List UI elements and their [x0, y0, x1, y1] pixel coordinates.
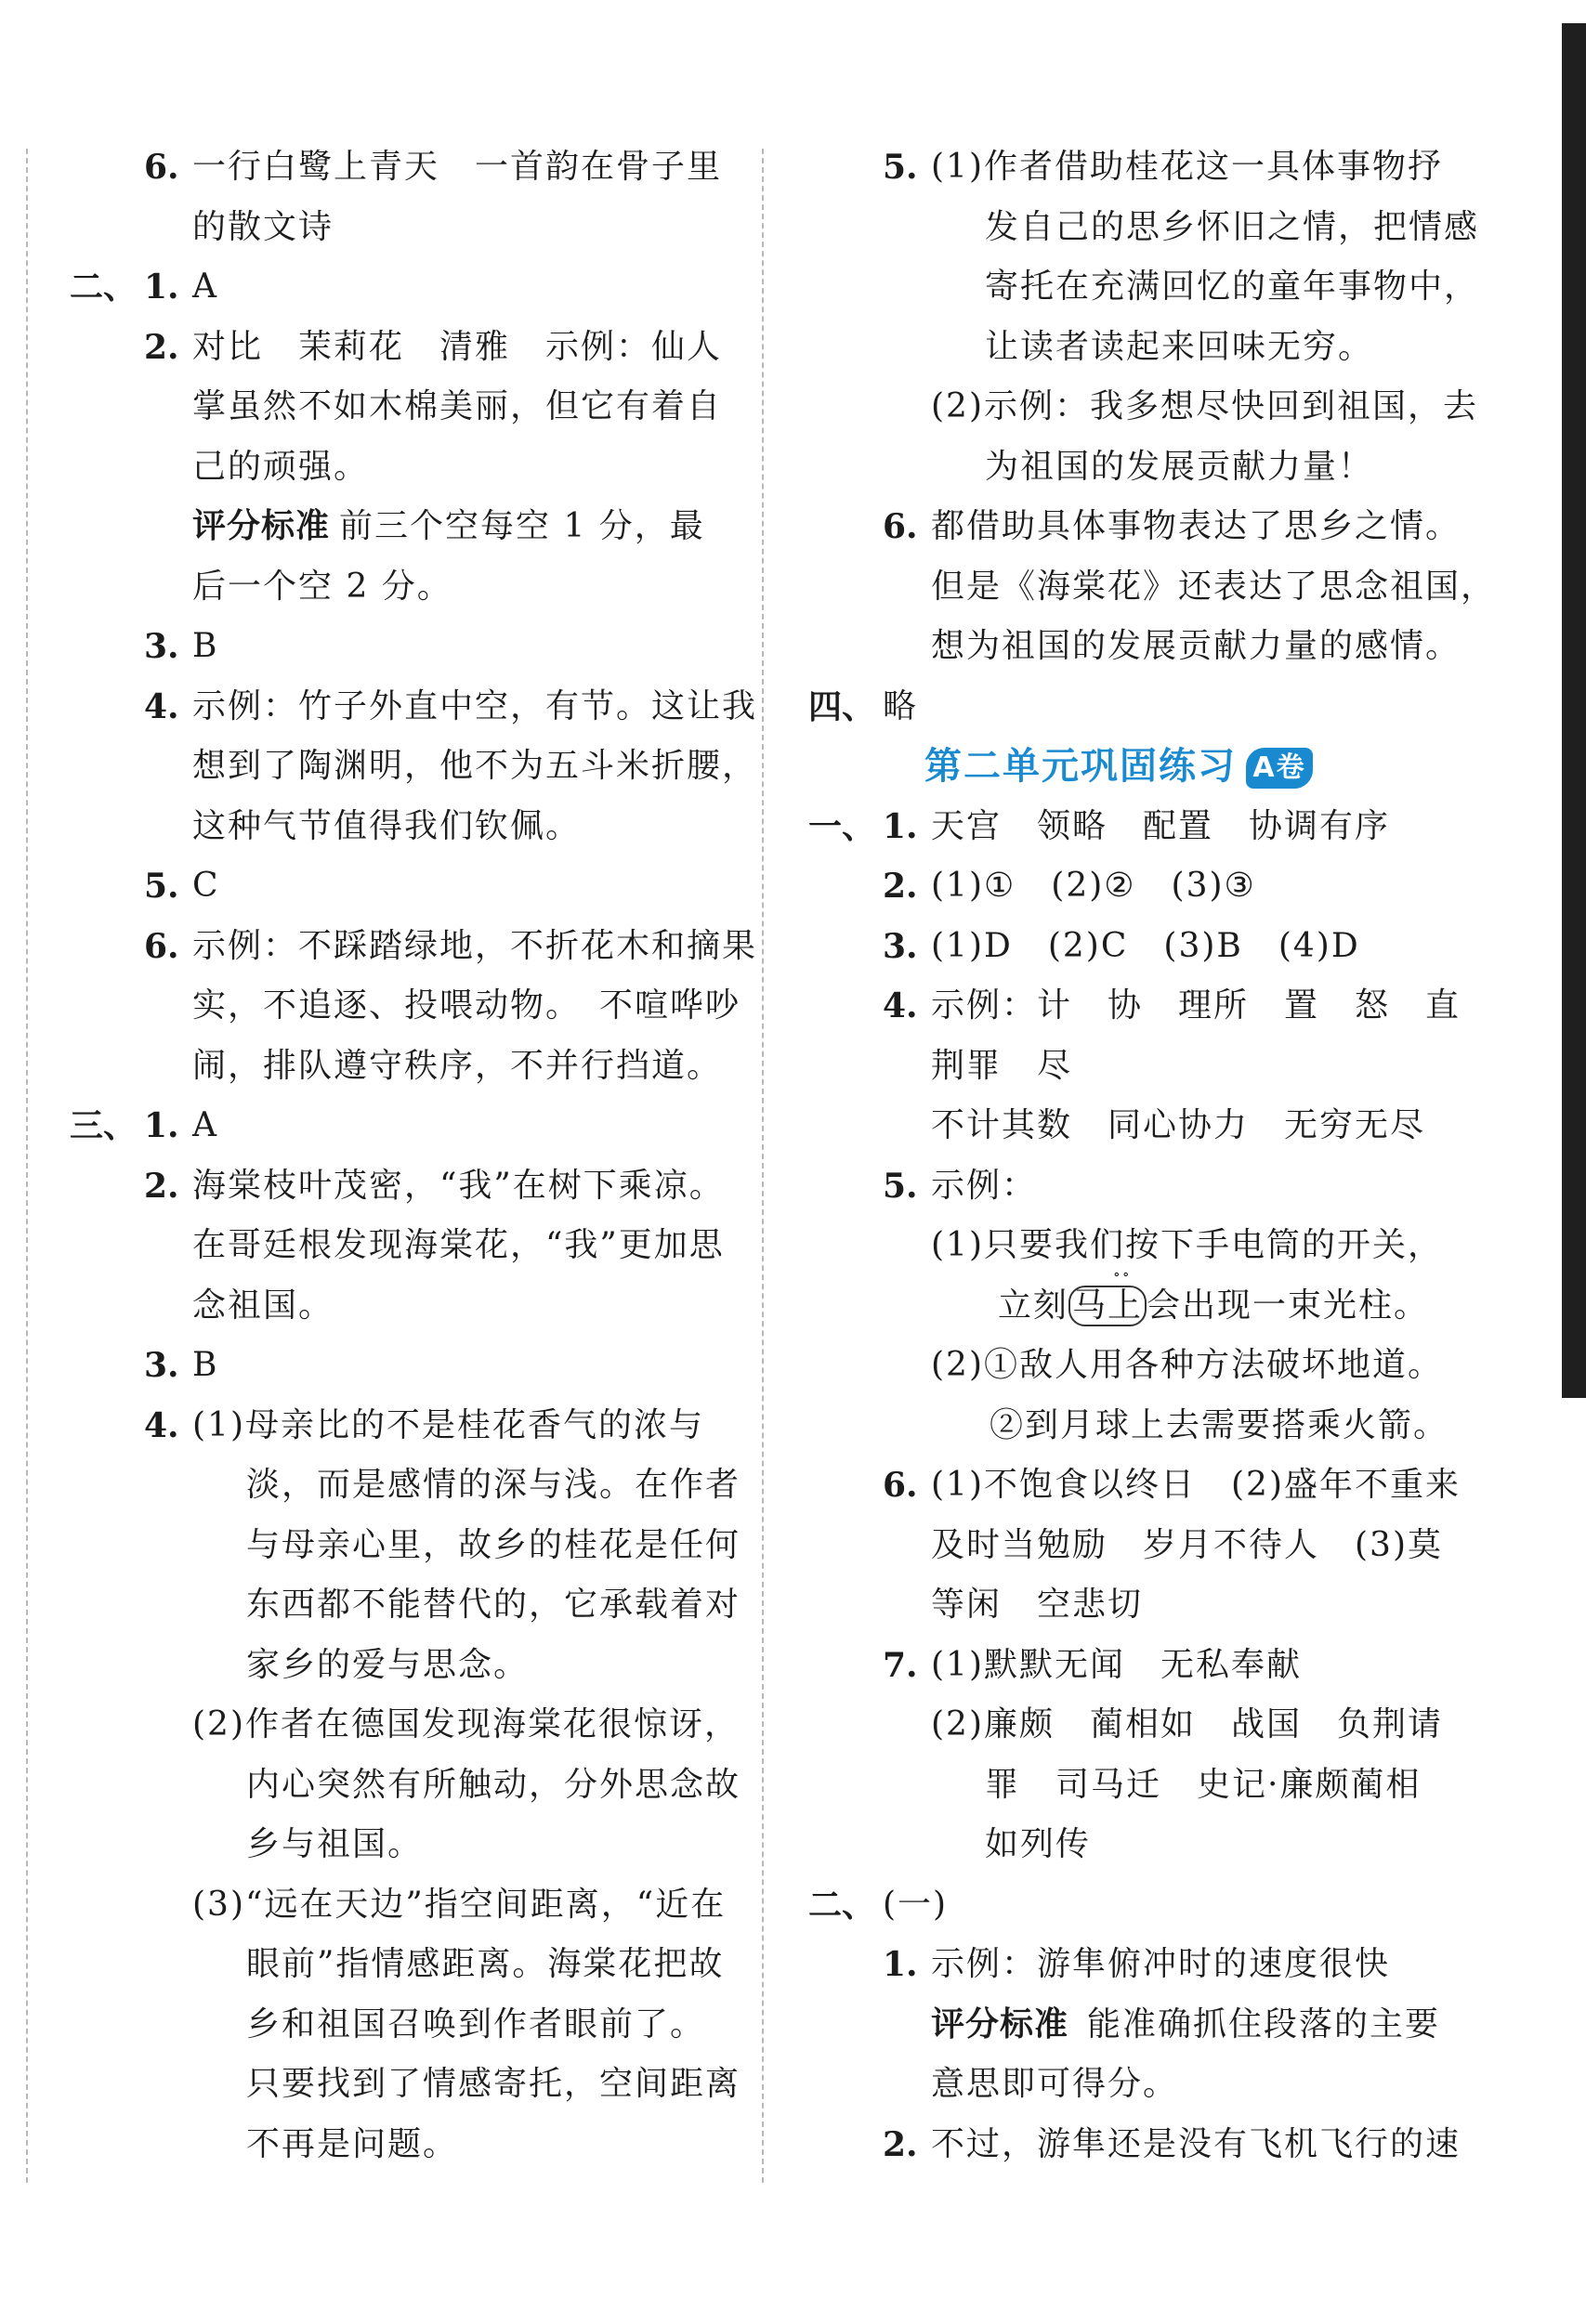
answer-line [70, 1037, 739, 1097]
subsection-label: (一) [883, 1885, 949, 1924]
answer-line [808, 1875, 1477, 1936]
center-divider [762, 149, 764, 2183]
answer-text: 海棠枝叶茂密，“我”在树下乘凉。 [192, 1166, 725, 1205]
answer-line [70, 377, 739, 437]
question-number: 1. [144, 268, 179, 307]
question-number: 1. [883, 806, 918, 846]
question-number: 2. [144, 1166, 179, 1206]
question-number: 5. [144, 867, 179, 906]
answer-line [808, 617, 1477, 677]
answer-line [70, 797, 739, 857]
answer-line [808, 856, 1477, 917]
answer-text: 一行白鹭上青天 一首韵在骨子里 [192, 148, 723, 186]
answer-line [70, 1516, 739, 1576]
answer-text [998, 1264, 1430, 1337]
answer-line [70, 1216, 739, 1276]
answer-text: 都借助具体事物表达了思乡之情。 [931, 507, 1461, 545]
answer-text: 己的顽强。 [192, 447, 370, 486]
answer-text: 不过，游隼还是没有飞机飞行的速 [931, 2124, 1461, 2163]
question-number: 3. [144, 627, 179, 666]
answer-text: (1)① (2)② (3)③ [931, 867, 1256, 905]
answer-line [70, 1156, 739, 1217]
answer-line [808, 198, 1480, 258]
section-number: 一、 [808, 806, 876, 846]
answer-text: 实，不追逐、投喂动物。 不喧哗吵 [192, 986, 741, 1025]
question-number: 4. [883, 986, 918, 1025]
answer-line [808, 1216, 1477, 1276]
question-number: 6. [144, 926, 179, 966]
paper-badge: A卷 [1246, 748, 1313, 789]
answer-text: 示例： [931, 1166, 1038, 1205]
section-number: 二、 [70, 268, 138, 307]
answer-line [70, 976, 739, 1037]
answer-text-part: 立刻 [998, 1286, 1069, 1325]
question-number: 6. [883, 507, 918, 546]
unit-title [924, 737, 1313, 797]
answer-text: (1)默默无闻 无私奉献 [931, 1645, 1302, 1684]
score-standard-text: 后一个空 2 分。 [192, 567, 452, 606]
question-number: 4. [144, 1405, 179, 1445]
answer-text: 示例：竹子外直中空，有节。这让我 [192, 686, 758, 725]
answer-line [808, 1156, 1477, 1217]
answer-text: 天宫 领略 配置 协调有序 [931, 806, 1391, 845]
answer-line [70, 917, 758, 977]
question-number: 3. [883, 926, 918, 966]
question-number: 6. [144, 148, 179, 187]
answer-line [808, 557, 1497, 618]
answer-text: 等闲 空悲切 [931, 1586, 1144, 1624]
answer-text: 闹，排队遵守秩序，不并行挡道。 [192, 1046, 723, 1085]
answer-line [70, 617, 739, 677]
answer-line [70, 1396, 739, 1456]
answer-line [808, 677, 1477, 738]
right-column [808, 137, 1497, 2174]
answer-line [70, 1096, 739, 1156]
answer-line [70, 1456, 739, 1516]
answer-text: 淡，而是感情的深与浅。在作者 [246, 1466, 741, 1504]
answer-text: 罪 司马迁 史记·廉颇蔺相 [985, 1765, 1422, 1804]
answer-line [808, 917, 1477, 977]
question-number: 2. [883, 2124, 918, 2164]
answer-text: 与母亲心里，故乡的桂花是任何 [246, 1525, 741, 1564]
question-number: 3. [144, 1346, 179, 1385]
answer-text: 让读者读起来回味无穷。 [985, 327, 1374, 366]
answer-line [70, 1276, 739, 1337]
answer-text: 乡与祖国。 [246, 1825, 424, 1863]
answer-line [808, 1995, 1477, 2056]
answer-line [808, 1935, 1477, 1995]
answer-line [808, 1396, 1477, 1456]
answer-text: 东西都不能替代的，它承载着对 [246, 1586, 741, 1624]
answer-text: 不计其数 同心协力 无穷无尽 [931, 1106, 1426, 1144]
answer-line [70, 1935, 739, 1995]
score-standard-text: 意思即可得分。 [931, 2065, 1179, 2103]
circled-correction [1068, 1264, 1147, 1326]
answer-text: (2)廉颇 蔺相如 战国 负荆请 [931, 1705, 1443, 1743]
answer-text: (2)①敌人用各种方法破坏地道。 [931, 1346, 1443, 1384]
section-number: 三、 [70, 1106, 138, 1145]
answer-line [808, 497, 1477, 557]
answer-line [808, 1096, 1477, 1156]
score-standard-text: 能准确抓住段落的主要 [1087, 2004, 1441, 2043]
answer-text: 为祖国的发展贡献力量！ [985, 447, 1374, 486]
answer-text: 眼前”指情感距离。海棠花把故 [246, 1945, 725, 1983]
answer-text: (3)“远在天边”指空间距离，“近在 [192, 1885, 727, 1924]
question-number: 1. [883, 1945, 918, 1984]
answer-line [808, 2115, 1477, 2175]
answer-text: A [192, 1106, 218, 1144]
question-number: 6. [883, 1466, 918, 1505]
unit-heading-line [808, 737, 1477, 797]
answer-line [70, 2115, 739, 2175]
answer-line [70, 557, 739, 618]
answer-line [70, 1995, 739, 2056]
answer-text: B [192, 627, 219, 665]
answer-line [70, 1756, 739, 1816]
answer-text: 内心突然有所触动，分外思念故 [246, 1765, 741, 1804]
answer-line [808, 1575, 1477, 1636]
answer-line [70, 437, 739, 498]
question-number: 4. [144, 686, 179, 726]
answer-line [70, 497, 739, 557]
answer-line [808, 137, 1477, 198]
question-number: 2. [883, 867, 918, 906]
answer-text: (1)D (2)C (3)B (4)D [931, 926, 1360, 965]
answer-text: 示例：游隼俯冲时的速度很快 [931, 1945, 1391, 1983]
answer-line [808, 2055, 1477, 2115]
answer-text: 但是《海棠花》还表达了思念祖国， [931, 567, 1497, 606]
answer-text: (1)只要我们按下手电筒的开关， [931, 1226, 1443, 1264]
score-standard-label: 评分标准 [192, 507, 331, 545]
answer-text: A [192, 268, 218, 306]
answer-line [70, 1875, 739, 1936]
answer-text: 的散文诗 [192, 207, 334, 246]
answer-text: 荆罪 尽 [931, 1046, 1073, 1085]
question-number: 1. [144, 1106, 179, 1145]
answer-text: ②到月球上去需要搭乘火箭。 [990, 1405, 1449, 1444]
answer-line [70, 1815, 739, 1875]
answer-text: 发自己的思乡怀旧之情，把情感 [985, 207, 1480, 246]
answer-line [808, 1037, 1477, 1097]
answer-text: 示例：计 协 理所 置 怒 直 [931, 986, 1461, 1025]
question-number: 7. [883, 1645, 918, 1685]
answer-text: 这种气节值得我们钦佩。 [192, 806, 582, 845]
dot-marks: ∘∘ [1113, 1264, 1132, 1283]
left-column [70, 137, 758, 2174]
answer-text: (1)母亲比的不是桂花香气的浓与 [192, 1405, 704, 1444]
answer-line [808, 797, 1477, 857]
question-number: 2. [144, 327, 179, 367]
answer-line [808, 1695, 1477, 1756]
answer-text: (2)示例：我多想尽快回到祖国，去 [931, 387, 1478, 425]
answer-text: 掌虽然不如木棉美丽，但它有着自 [192, 387, 723, 425]
section-number: 二、 [808, 1885, 876, 1925]
answer-text-part: 会出现一束光柱。 [1147, 1286, 1430, 1325]
answer-text: (1)不饱食以终日 (2)盛年不重来 [931, 1466, 1461, 1504]
answer-text: 家乡的爱与思念。 [246, 1645, 530, 1684]
answer-text: 寄托在充满回忆的童年事物中， [985, 268, 1480, 306]
answer-text: 想为祖国的发展贡献力量的感情。 [931, 627, 1461, 665]
answer-line [808, 976, 1477, 1037]
answer-line [808, 1636, 1477, 1696]
answer-line [808, 257, 1480, 318]
section-number: 四、 [808, 686, 876, 726]
answer-line [808, 318, 1477, 378]
answer-text: 不再是问题。 [246, 2124, 459, 2163]
answer-text: C [192, 867, 220, 905]
answer-line [70, 257, 739, 318]
answer-line [808, 1815, 1477, 1875]
answer-line [70, 737, 758, 797]
answer-text: 示例：不踩踏绿地，不折花木和摘果 [192, 926, 758, 965]
answer-text: 如列传 [985, 1825, 1092, 1863]
answer-line [808, 1756, 1477, 1816]
answer-text: 想到了陶渊明，他不为五斗米折腰， [192, 747, 758, 785]
answer-line [70, 137, 739, 198]
score-standard-text: 前三个空每空 1 分，最 [339, 507, 705, 545]
answer-line [808, 1516, 1477, 1576]
answer-text: 略 [883, 686, 919, 725]
question-number: 5. [883, 148, 918, 187]
answer-line [70, 2055, 739, 2115]
answer-line [70, 856, 739, 917]
answer-line [808, 437, 1477, 498]
answer-line [70, 1336, 739, 1396]
answer-text: 念祖国。 [192, 1286, 334, 1325]
answer-line [808, 1336, 1477, 1396]
answer-text: (1)作者借助桂花这一具体事物抒 [931, 148, 1443, 186]
unit-title-text: 第二单元巩固练习 [924, 745, 1237, 788]
question-number: 5. [883, 1166, 918, 1206]
score-standard-label: 评分标准 [931, 2004, 1069, 2043]
answer-line [70, 1695, 739, 1756]
answer-line [808, 1456, 1477, 1516]
answer-line [808, 377, 1477, 437]
answer-text: 对比 茉莉花 清雅 示例：仙人 [192, 327, 723, 366]
left-divider [26, 149, 28, 2183]
answer-line [70, 198, 739, 258]
answer-text: 在哥廷根发现海棠花，“我”更加思 [192, 1226, 725, 1264]
answer-line [70, 318, 739, 378]
answer-line [808, 1264, 1477, 1337]
answer-line [70, 677, 758, 738]
answer-text: (2)作者在德国发现海棠花很惊讶， [192, 1705, 740, 1743]
answer-text: 只要找到了情感寄托，空间距离 [246, 2065, 741, 2103]
answer-text: 乡和祖国召唤到作者眼前了。 [246, 2004, 706, 2043]
answer-text: 及时当勉励 岁月不待人 (3)莫 [931, 1525, 1443, 1564]
circled-correction-text: 马上 [1072, 1286, 1144, 1325]
answer-line [70, 1575, 739, 1636]
page-edge-bar [1562, 23, 1586, 1398]
answer-text: B [192, 1346, 219, 1384]
answer-line [70, 1636, 739, 1696]
